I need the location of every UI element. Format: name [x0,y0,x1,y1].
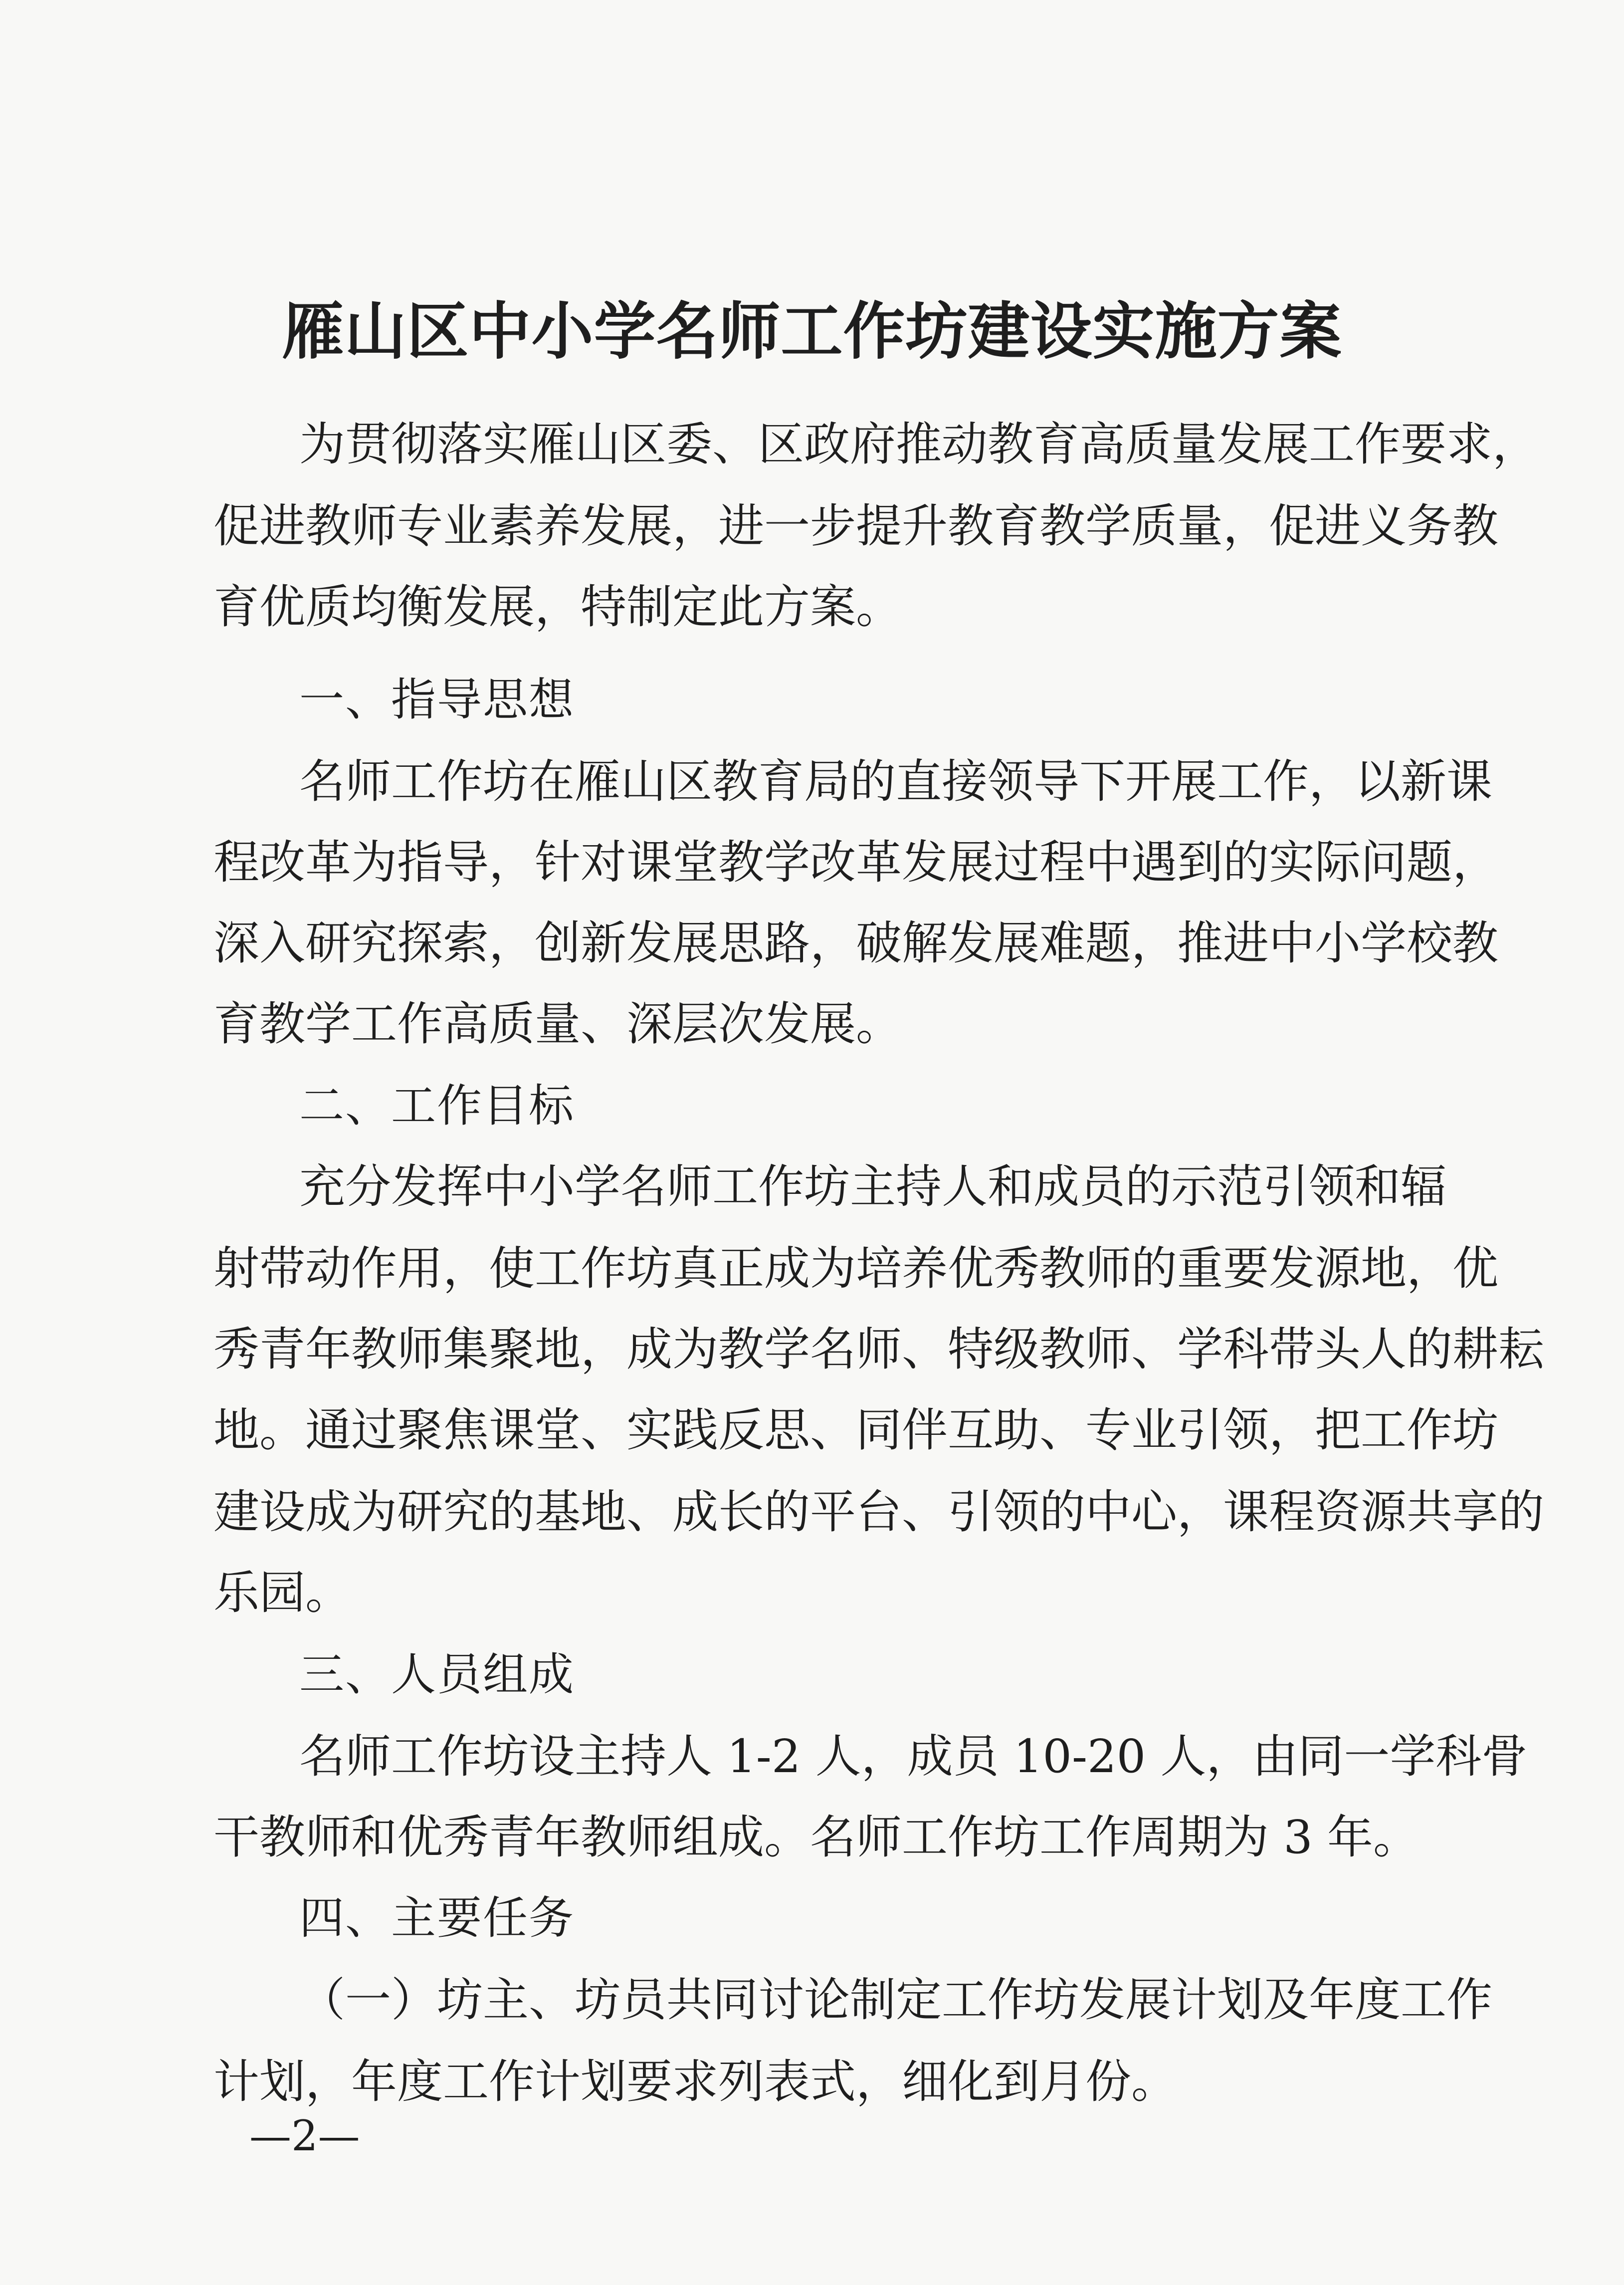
intro-line: 为贯彻落实雁山区委、区政府推动教育高质量发展工作要求， [299,418,1539,471]
document-title: 雁山区中小学名师工作坊建设实施方案 [282,295,1342,368]
section-heading-guiding-ideology: 一、指导思想 [299,674,575,726]
section2-line: 地。通过聚焦课堂、实践反思、同伴互助、专业引领，把工作坊 [213,1403,1499,1457]
section2-line: 建设成为研究的基地、成长的平台、引领的中心，课程资源共享的 [213,1485,1545,1539]
intro-line: 促进教师专业素养发展，进一步提升教育教学质量，促进义务教 [213,499,1499,553]
section-heading-work-goals: 二、工作目标 [299,1080,575,1132]
section4-line: （一）坊主、坊员共同讨论制定工作坊发展计划及年度工作 [299,1973,1493,2027]
section3-line: 名师工作坊设主持人 1-2 人，成员 10-20 人，由同一学科骨 [299,1730,1528,1783]
intro-line: 育优质均衡发展，特制定此方案。 [213,580,902,634]
section2-line: 乐园。 [213,1566,352,1619]
section1-line: 程改革为指导，针对课堂教学改革发展过程中遇到的实际问题， [213,836,1499,889]
section-heading-personnel: 三、人员组成 [299,1648,575,1701]
section1-line: 深入研究探索，创新发展思路，破解发展难题，推进中小学校教 [213,916,1499,970]
section1-line: 名师工作坊在雁山区教育局的直接领导下开展工作，以新课 [299,755,1493,808]
section4-line: 计划，年度工作计划要求列表式，细化到月份。 [213,2055,1178,2108]
section3-line: 干教师和优秀青年教师组成。名师工作坊工作周期为 3 年。 [213,1811,1420,1864]
section2-line: 射带动作用，使工作坊真正成为培养优秀教师的重要发源地，优 [213,1242,1499,1295]
page-number: —2— [249,2111,360,2160]
section-heading-main-tasks: 四、主要任务 [299,1892,575,1944]
section1-line: 育教学工作高质量、深层次发展。 [213,997,902,1051]
section2-line: 秀青年教师集聚地，成为教学名师、特级教师、学科带头人的耕耘 [213,1323,1545,1376]
section2-line: 充分发挥中小学名师工作坊主持人和成员的示范引领和辐 [299,1160,1447,1213]
